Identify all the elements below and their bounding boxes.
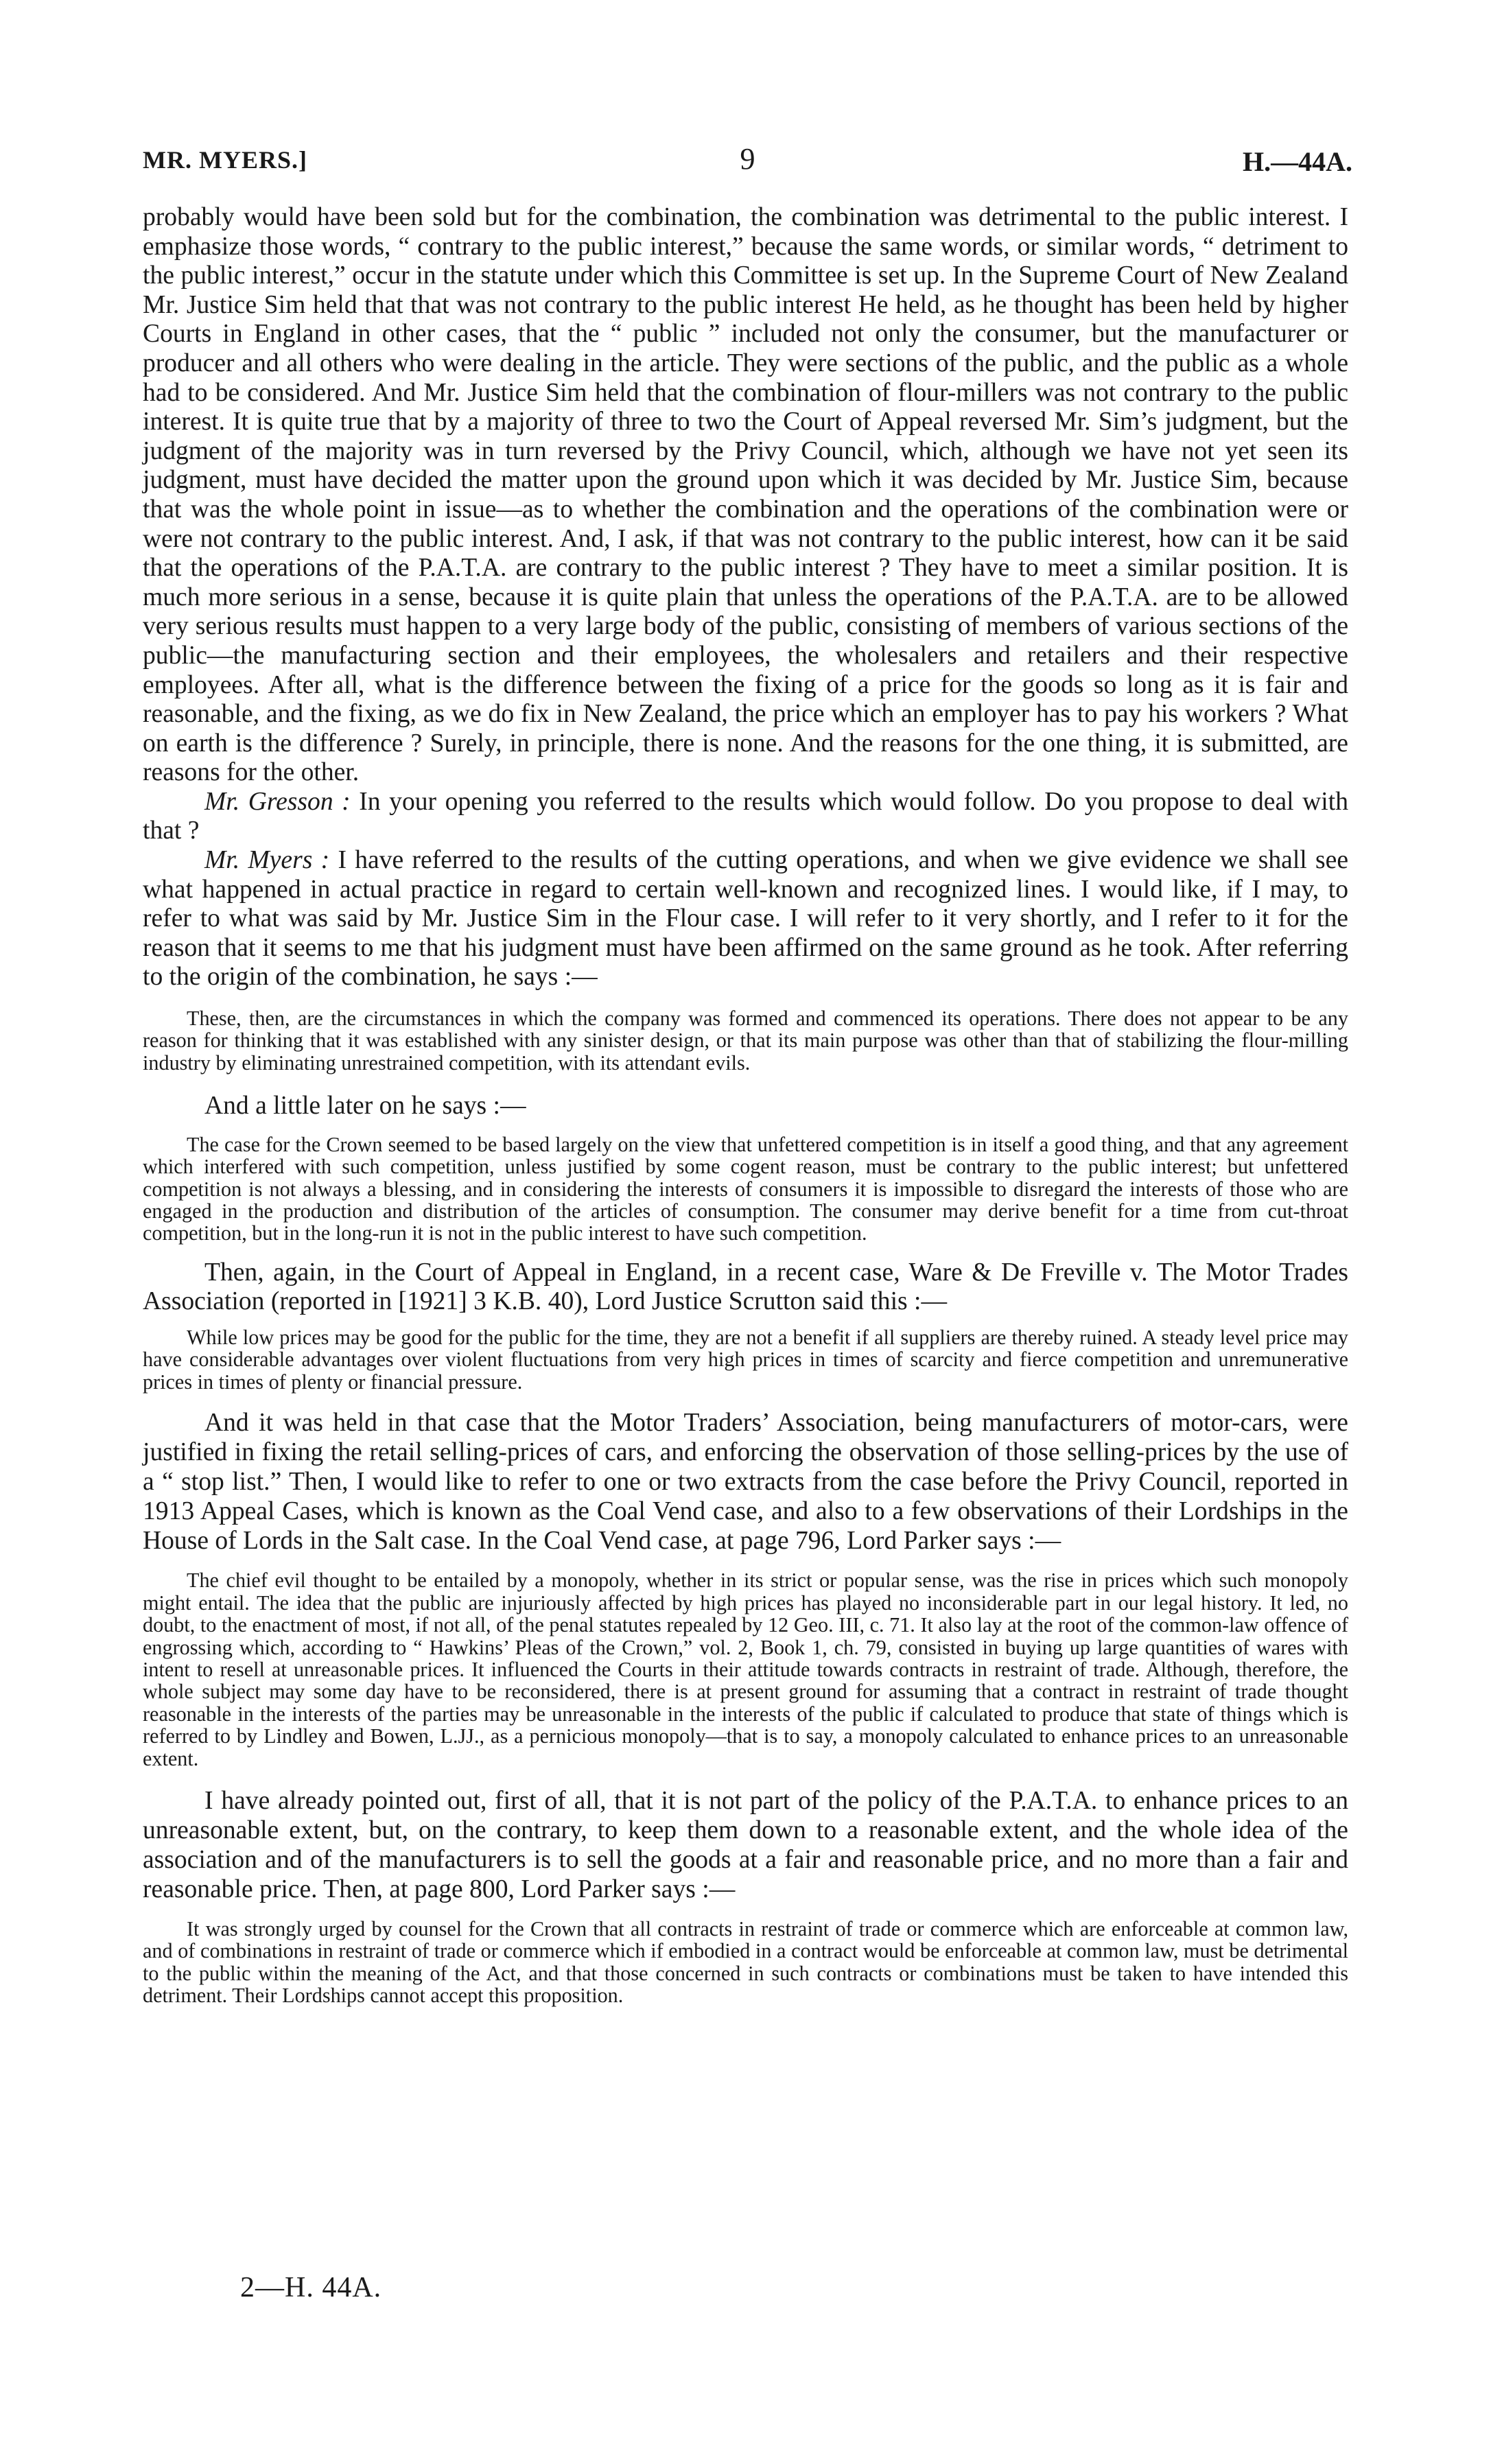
- body-paragraph: Then, again, in the Court of Appeal in England, in a recent case, Ware & De Freville v. The Motor Trades Association (reported in [1921] 3 K.B. 40), Lord Justice Scrutton said this :—: [143, 1258, 1348, 1316]
- page-header: [143, 142, 1352, 187]
- header-speaker: MR. MYERS.]: [143, 146, 307, 174]
- block-quote: The case for the Crown seemed to be based largely on the view that unfettered competition is in itself a good thing, and that any agreement which interfered with such competition, unless justified by some cogent reason, must be contrary to the public interest; but unfettered competition is not always a blessing, and in considering the interests of consumers it is impossible to disregard the interests of those who are engaged in the production and distribution of the articles of consumption. The consumer may derive benefit for a time from cut-throat competition, but in the long-run it is not in the public interest to have such competition.: [143, 1132, 1348, 1245]
- speaker-name: Mr. Myers :: [204, 846, 330, 875]
- block-quote: The chief evil thought to be entailed by a monopoly, whether in its strict or popular sense, was the rise in prices which such monopoly might entail. The idea that the public are injuriously affected by high prices has played no inconsiderable part in our legal history. It led, no doubt, to the enactment of most, if not all, of the penal statutes repealed by 12 Geo. III, c. 71. It also lay at the root of the common-law offence of engrossing which, according to “ Hawkins’ Pleas of the Crown,” vol. 2, Book 1, ch. 79, consisted in buying up large quantities of wares with intent to resell at unreasonable prices. It influenced the Courts in their attitude towards contracts in restraint of trade. Although, therefore, the whole subject may some day have to be reconsidered, there is at present ground for assuming that a contract in restraint of trade thought reasonable in the interests of the parties may be unreasonable in the interests of the public if calculated to produce that state of things which is referred to by Lindley and Bowen, L.JJ., as a pernicious monopoly—that is to say, a monopoly calculated to enhance prices to an unreasonable extent.: [143, 1569, 1348, 1770]
- document-body: [143, 203, 1348, 2007]
- body-paragraph: And a little later on he says :—: [204, 1092, 526, 1120]
- page-number: 9: [740, 142, 755, 176]
- page-signature: 2—H. 44A.: [240, 2272, 382, 2303]
- document-reference: H.—44A.: [1243, 146, 1352, 177]
- myers-answer: [143, 846, 1348, 992]
- speaker-name: Mr. Gresson :: [204, 787, 351, 816]
- speech-text: In your opening you referred to the results which would follow. Do you propose to deal with that ?: [143, 787, 1348, 845]
- body-paragraph: probably would have been sold but for the combination, the combination was detrimental to the public interest. I emphasize those words, “ contrary to the public interest,” because the same words, or similar words, “ detriment to the public interest,” occur in the statute under which this Committee is set up. In the Supreme Court of New Zealand Mr. Justice Sim held that that was not contrary to the public interest He held, as he thought has been held by higher Courts in England in other cases, that the “ public ” included not only the consumer, but the manufacturer or producer and all others who were dealing in the article. They were sections of the public, and the public as a whole had to be considered. And Mr. Justice Sim held that the combination of flour-millers was not contrary to the public interest. It is quite true that by a majority of three to two the Court of Appeal reversed Mr. Sim’s judgment, but the judgment of the majority was in turn reversed by the Privy Council, which, although we have not yet seen its judgment, must have decided the matter upon the ground upon which it was decided by Mr. Justice Sim, because that was the whole point in issue—as to whether the combination and the operations of the combination were or were not contrary to the public interest. And, I ask, if that was not contrary to the public interest, how can it be said that the operations of the P.A.T.A. are contrary to the public interest ? They have to meet a similar position. It is much more serious in a sense, because it is quite plain that unless the operations of the P.A.T.A. are to be allowed very serious results must happen to a very large body of the public, consisting of members of various sections of the public—the manufacturing section and their employees, the wholesalers and retailers and their respective employees. After all, what is the difference between the fixing of a price for the goods so long as it is fair and reasonable, and the fixing, as we do fix in New Zealand, the price which an employer has to pay his workers ? What on earth is the difference ? Surely, in principle, there is none. And the reasons for the one thing, it is submitted, are reasons for the other.: [143, 203, 1348, 787]
- body-paragraph: I have already pointed out, first of all, that it is not part of the policy of the P.A.T.A. to enhance prices to an unreasonable extent, but, on the contrary, to keep them down to a reasonable extent, and the whole idea of the association and of the manufacturers is to sell the goods at a fair and reasonable price, and no more than a fair and reasonable price. Then, at page 800, Lord Parker says :—: [143, 1786, 1348, 1903]
- block-quote: It was strongly urged by counsel for the Crown that all contracts in restraint of trade or commerce which are enforceable at common law, and of combinations in restraint of trade or commerce which if embodied in a contract would be enforceable at common law, must be detrimental to the public within the meaning of the Act, and that those concerned in such contracts or combinations must be taken to have intended this detriment. Their Lordships cannot accept this proposition.: [143, 1916, 1348, 2008]
- block-quote: While low prices may be good for the public for the time, they are not a benefit if all suppliers are thereby ruined. A steady level price may have considerable advantages over violent fluctuations from very high prices in times of scarcity and fierce competition and unremunerative prices in times of plenty or financial pressure.: [143, 1326, 1348, 1394]
- body-paragraph: And it was held in that case that the Motor Traders’ Association, being manufacturers of motor-cars, were justified in fixing the retail selling-prices of cars, and enforcing the observation of those selling-prices by the use of a “ stop list.” Then, I would like to refer to one or two extracts from the case before the Privy Council, reported in 1913 Appeal Cases, which is known as the Coal Vend case, and also to a few observations of their Lordships in the House of Lords in the Salt case. In the Coal Vend case, at page 796, Lord Parker says :—: [143, 1409, 1348, 1556]
- gresson-question: [143, 788, 1348, 846]
- block-quote: These, then, are the circumstances in which the company was formed and commenced its operations. There does not appear to be any reason for thinking that it was established with any sinister design, or that its main purpose was other than that of stabilizing the flour-milling industry by eliminating unrestrained competition, with its attendant evils.: [143, 1007, 1348, 1075]
- speech-text: I have referred to the results of the cutting operations, and when we give evidence we shall see what happened in actual practice in regard to certain well-known and recognized lines. I would like, if I may, to refer to what was said by Mr. Justice Sim in the Flour case. I will refer to it very shortly, and I refer to it for the reason that it seems to me that his judgment must have been affirmed on the same ground as he took. After referring to the origin of the combination, he says :—: [143, 846, 1348, 992]
